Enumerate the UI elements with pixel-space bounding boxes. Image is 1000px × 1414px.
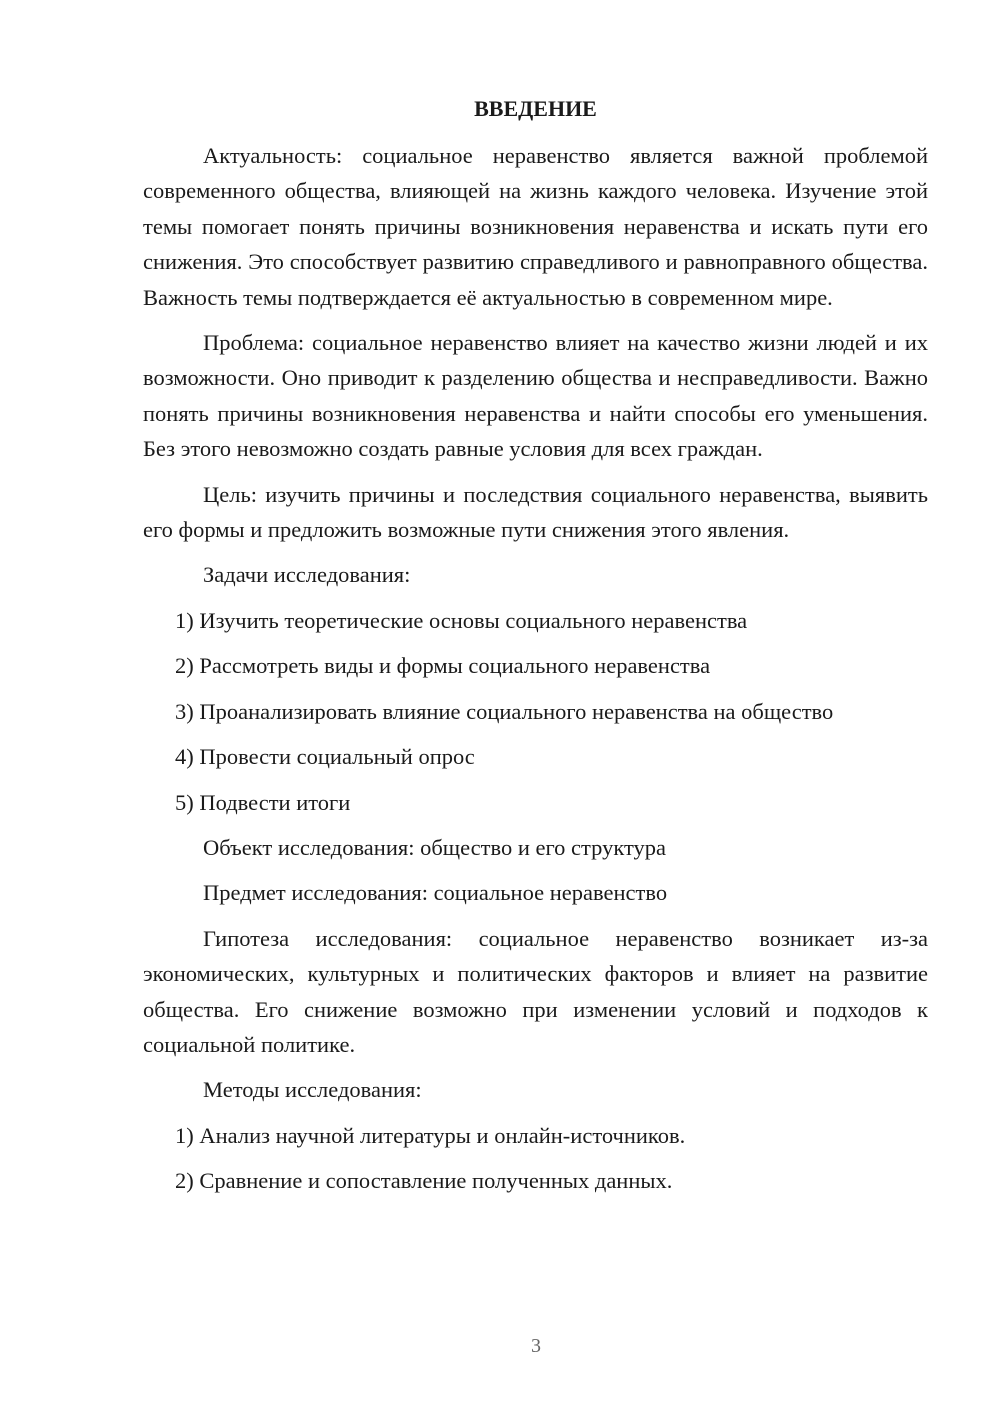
hypothesis-paragraph: Гипотеза исследования: социальное неравенство возникает из-за экономических, культурных и политических факторов и влияет на развитие общества. Его снижение возможно при изменении условий и подходов к социальной политике. (143, 925, 928, 1057)
subject-line: Предмет исследования: социальное неравенство (203, 880, 668, 906)
task-item: 1) Изучить теоретические основы социального неравенства (175, 607, 748, 633)
task-item: 5) Подвести итоги (175, 789, 351, 815)
page-content (143, 92, 928, 1209)
method-item: 1) Анализ научной литературы и онлайн-источников. (175, 1122, 686, 1148)
goal-paragraph: Цель: изучить причины и последствия социального неравенства, выявить его формы и предложить возможные пути снижения этого явления. (143, 481, 928, 543)
method-item: 2) Сравнение и сопоставление полученных данных. (175, 1168, 673, 1194)
relevance-paragraph: Актуальность: социальное неравенство является важной проблемой современного общества, влияющей на жизнь каждого человека. Изучение этой темы помогает понять причины возникновения неравенства и искать пути его снижения. Это способствует развитию справедливого и равноправного общества. Важность темы подтверждается её актуальностью в современном мире. (143, 143, 928, 310)
tasks-list (143, 603, 928, 820)
page-number: 3 (531, 1335, 541, 1357)
task-item: 2) Рассмотреть виды и формы социального неравенства (175, 653, 711, 679)
task-item: 3) Проанализировать влияние социального неравенства на общество (175, 698, 834, 724)
object-line: Объект исследования: общество и его структура (203, 834, 666, 860)
page-title: ВВЕДЕНИЕ (474, 96, 597, 121)
methods-list (143, 1118, 928, 1199)
problem-paragraph: Проблема: социальное неравенство влияет на качество жизни людей и их возможности. Оно приводит к разделению общества и несправедливости. Важно понять причины возникновения неравенства и найти способы его уменьшения. Без этого невозможно создать равные условия для всех граждан. (143, 330, 928, 462)
tasks-heading: Задачи исследования: (203, 562, 411, 588)
methods-heading: Методы исследования: (203, 1077, 422, 1103)
task-item: 4) Провести социальный опрос (175, 744, 475, 770)
